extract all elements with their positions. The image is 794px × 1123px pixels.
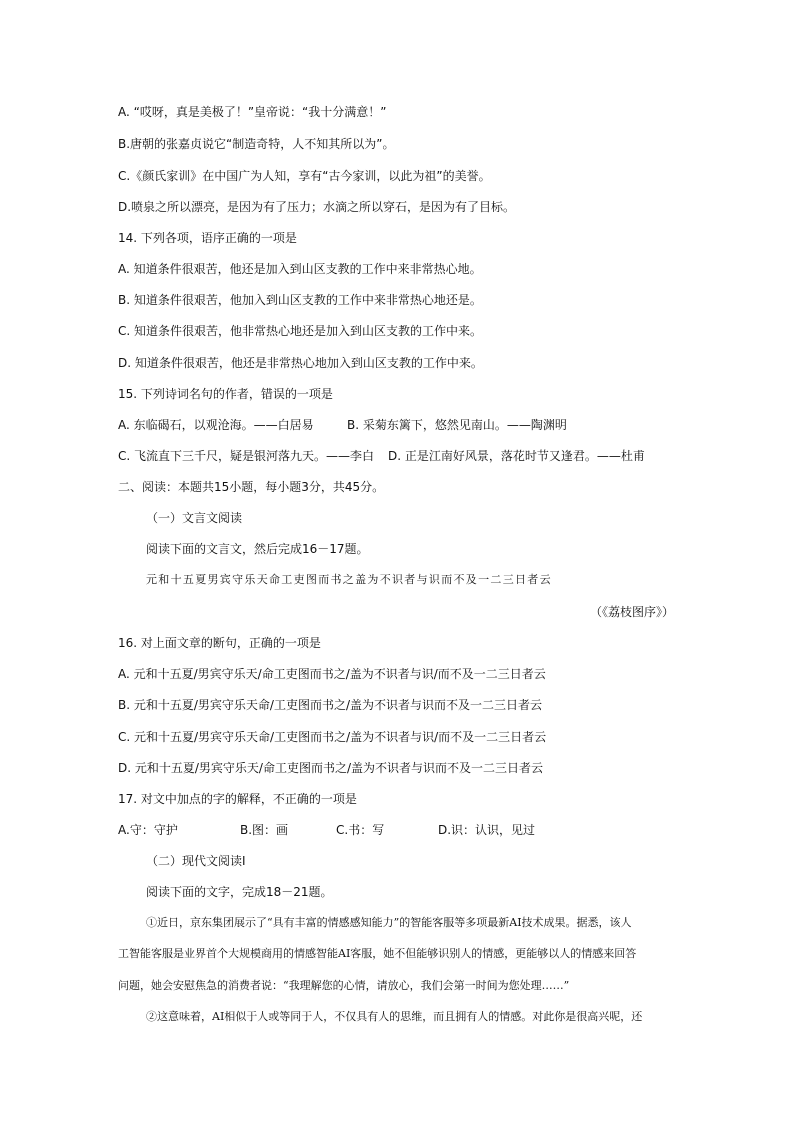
q14-option-b: B. 知道条件很艰苦，他加入到山区支教的工作中来非常热心地还是。 [118,293,482,307]
q14-option-a: A. 知道条件很艰苦，他还是加入到山区支教的工作中来非常热心地。 [118,262,482,276]
q13-option-c: C.《颜氏家训》在中国广为人知，享有“古今家训，以此为祖”的美誉。 [118,169,491,183]
q15-option-b: B. 采菊东篱下，悠然见南山。——陶渊明 [347,418,567,432]
q13-option-d: D.喷泉之所以漂亮，是因为有了压力；水滴之所以穿石，是因为有了目标。 [118,200,516,214]
q16-option-a: A. 元和十五夏/男宾守乐天/命工吏图而书之/盖为不识者与识/而不及一二三日者云 [118,667,546,681]
q15-option-c: C. 飞流直下三千尺，疑是银河落九天。——李白 [118,449,375,463]
q16-option-b: B. 元和十五夏/男宾守乐天命/工吏图而书之/盖为不识者与识而不及一二三日者云 [118,698,542,712]
q14-stem: 14. 下列各项，语序正确的一项是 [118,231,297,245]
q17-option-d: D.识：认识，见过 [438,823,536,837]
q17-stem: 17. 对文中加点的字的解释，不正确的一项是 [118,792,357,806]
q14-option-d: D. 知道条件很艰苦，他还是非常热心地加入到山区支教的工作中来。 [118,356,483,370]
q13-option-b: B.唐朝的张嘉贞说它“制造奇特，人不知其所以为”。 [118,137,395,151]
q16-option-c: C. 元和十五夏/男宾守乐天命/工吏图而书之/盖为不识者与识/而不及一二三日者云 [118,730,547,744]
paragraph-1-line-2: 工智能客服是业界首个大规模商用的情感智能AI客服，她不但能够识别人的情感，更能够以人的情感来回答 [118,947,637,960]
part2-instructions: 阅读下面的文字，完成18－21题。 [146,885,333,899]
paragraph-1-line-3: 问题，她会安慰焦急的消费者说：“我理解您的心情，请放心，我们会第一时间为您处理……” [118,979,570,992]
part1-title: （一）文言文阅读 [146,511,243,525]
q16-option-d: D. 元和十五夏/男宾守乐天/命工吏图而书之/盖为不识者与识而不及一二三日者云 [118,761,544,775]
q17-option-b: B.图：画 [240,823,289,837]
q15-option-d: D. 正是江南好风景，落花时节又逢君。——杜甫 [388,449,645,463]
q15-stem: 15. 下列诗词名句的作者，错误的一项是 [118,387,333,401]
part2-title: （二）现代文阅读Ⅰ [146,854,246,868]
passage-source: （《荔枝图序》） [589,605,674,619]
paragraph-1-line-1: ①近日，京东集团展示了“具有丰富的情感感知能力”的智能客服等多项最新AI技术成果。据悉，该人 [146,916,632,929]
classical-passage: 元和十五夏男宾守乐天命工吏图而书之盖为不识者与识而不及一二三日者云 [146,573,552,586]
section-heading: 二、阅读：本题共15小题，每小题3分，共45分。 [118,480,385,494]
q15-option-a: A. 东临碣石，以观沧海。——白居易 [118,418,314,432]
q13-option-a: A. “哎呀，真是美极了！”皇帝说：“我十分满意！” [118,105,387,119]
q17-option-c: C.书：写 [336,823,385,837]
q14-option-c: C. 知道条件很艰苦，他非常热心地还是加入到山区支教的工作中来。 [118,324,483,338]
q16-stem: 16. 对上面文章的断句，正确的一项是 [118,636,321,650]
part1-instructions: 阅读下面的文言文，然后完成16－17题。 [146,542,369,556]
q17-option-a: A.守：守护 [118,823,178,837]
paragraph-2-line-1: ②这意味着，AI相似于人或等同于人，不仅具有人的思维，而且拥有人的情感。对此你是很高兴呢，还 [146,1010,643,1023]
